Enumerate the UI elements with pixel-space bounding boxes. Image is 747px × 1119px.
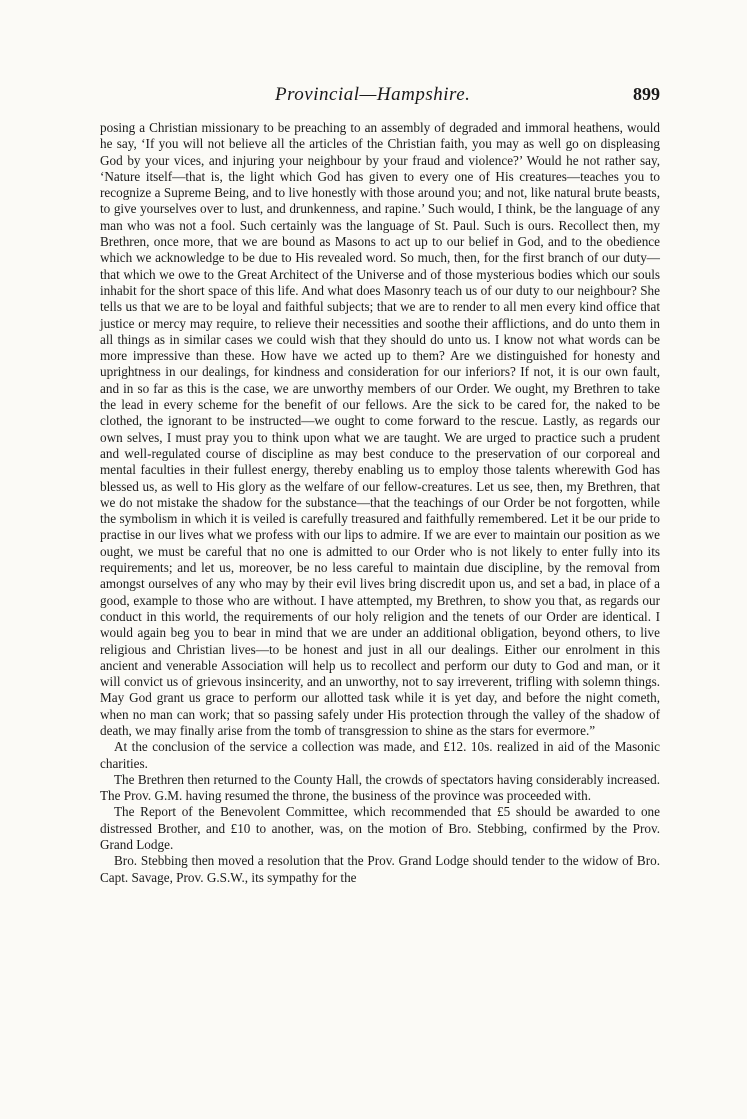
paragraph-resolution: Bro. Stebbing then moved a resolution that the Prov. Grand Lodge should tender to the widow of Bro. Capt. Savage, Prov. G.S.W., its sympathy for the	[100, 853, 660, 885]
paragraph-collection: At the conclusion of the service a collection was made, and £12. 10s. realized in aid of the Masonic charities.	[100, 739, 660, 771]
page-number: 899	[633, 84, 660, 104]
body-text	[100, 120, 660, 886]
running-title: Provincial—Hampshire.	[275, 84, 471, 105]
paragraph-county-hall: The Brethren then returned to the County Hall, the crowds of spectators having considerably increased. The Prov. G.M. having resumed the throne, the business of the province was proceeded with.	[100, 771, 660, 804]
paragraph-sermon-continuation: posing a Christian missionary to be preaching to an assembly of degraded and immoral heathens, would he say, ‘If you will not believe all the articles of the Christian faith, you may as well go on displeasing God by your vices, and injuring your neighbour by your fraud and violence?’ Would he not rather say, ‘Nature itself—that is, the light which God has given to every one of His creatures—teaches you to recognize a Supreme Being, and to live honestly with those around you; and not, like natural brute beasts, to give yourselves over to lust, and drunkenness, and rapine.’ Such would, I think, be the language of any man who was not a fool. Such certainly was the language of St. Paul. Such is ours. Recollect then, my Brethren, once more, that we are bound as Masons to act up to our belief in God, and to the obedience which we acknowledge to be due to His revealed word. So much, then, for the first branch of our duty—that which we owe to the Great Architect of the Universe and of those mysterious bodies which our souls inhabit for the short space of this life. And what does Masonry teach us of our duty to our neighbour? She tells us that we are to be loyal and faithful subjects; that we are to render to all men every kind office that justice or mercy may require, to relieve their necessities and soothe their afflictions, and do unto them in all things as in similar cases we could wish that they should do unto us. I know not what words can be more impressive than these. How have we acted up to them? Are we distinguished for honesty and uprightness in our dealings, for kindness and consideration for our inferiors? If not, it is our own fault, and in so far as this is the case, we are unworthy members of our Order. We ought, my Brethren to take the lead in every scheme for the benefit of our fellows. Are the sick to be cared for, the naked to be clothed, the ignorant to be instructed—we ought to come forward to the rescue. Lastly, as regards our own selves, I must pray you to think upon what we are taught. We are urged to practice such a prudent and well-regulated course of discipline as may best conduce to the preservation of our corporeal and mental faculties in their fullest energy, thereby enabling us to employ those talents wherewith God has blessed us, as well to His glory as the welfare of our fellow-creatures. Let us see, then, my Brethren, that we do not mistake the shadow for the substance—that the teachings of our Order be not forgotten, while the symbolism in which it is veiled is carefully treasured and faithfully remembered. Let it be our pride to practise in our lives what we profess with our lips to admire. If we are ever to maintain our position as we ought, we must be careful that no one is admitted to our Order who is not likely to enter fully into its requirements; and let us, moreover, be no less careful to maintain due discipline, by the removal from amongst ourselves of any who may by their evil lives bring discredit upon us, and set a bad, in place of a good, example to those who are without. I have attempted, my Brethren, to show you that, as regards our conduct in this world, the requirements of our holy religion and the tenets of our Order are identical. I would again beg you to bear in mind that we are under an additional obligation, beyond others, to live religious and Christian lives—to be honest and just in all our dealings. Either our enrolment in this ancient and venerable Association will help us to recollect and perform our duty to God and man, or it will convict us of grievous insincerity, and an unworthy, not to say irreverent, trifling with solemn things. May God grant us grace to perform our allotted task while it is yet day, and before the night cometh, when no man can work; that so passing safely under His protection through the valley of the shadow of death, we may finally arise from the tomb of transgression to shine as the stars for evermore.”	[100, 120, 660, 738]
page-header	[100, 84, 660, 106]
paragraph-benevolent-report: The Report of the Benevolent Committee, which recommended that £5 should be awarded to one distressed Brother, and £10 to another, was, on the motion of Bro. Stebbing, confirmed by the Prov. Grand Lodge.	[100, 804, 660, 853]
